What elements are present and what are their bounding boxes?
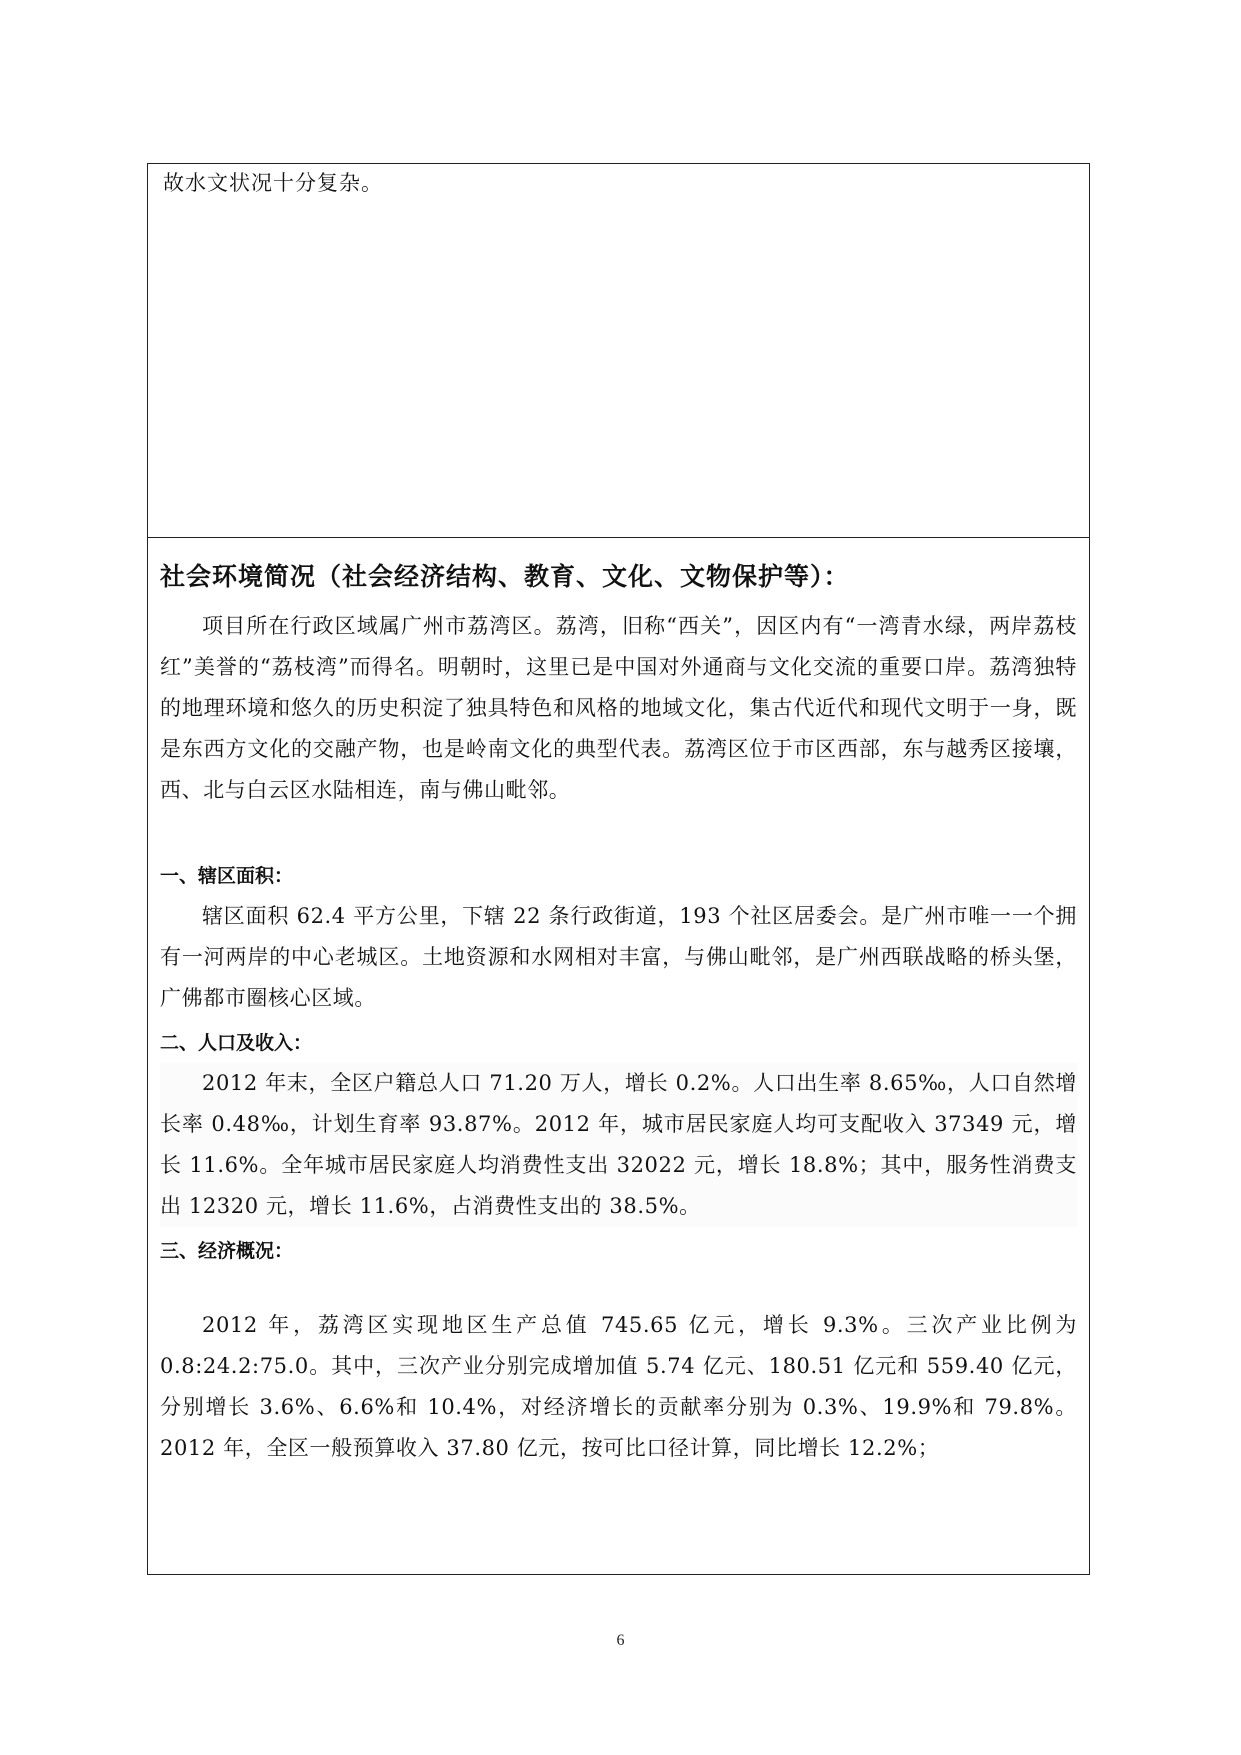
subsection-text-area: 辖区面积 62.4 平方公里，下辖 22 条行政街道，193 个社区居委会。是广州市唯一一个拥有一河两岸的中心老城区。土地资源和水网相对丰富，与佛山毗邻，是广州西联战略的桥头堡，广佛都市圈核心区域。 — [160, 904, 1077, 1010]
subsection-text-population: 2012 年末，全区户籍总人口 71.20 万人，增长 0.2%。人口出生率 8.65‰，人口自然增长率 0.48‰，计划生育率 93.87%。2012 年，城市居民家庭人均可支配收入 37349 元，增长 11.6%。全年城市居民家庭人均消费性支出 32022 元，增长 18.8%；其中，服务性消费支出 12320 元，增长 11.6%，占消费性支出的 38.5%。 — [160, 1063, 1077, 1227]
section-heading: 社会环境简况（社会经济结构、教育、文化、文物保护等）： — [160, 562, 850, 591]
report-table — [147, 163, 1090, 1575]
spacer — [160, 1271, 1077, 1305]
intro-paragraph: 项目所在行政区域属广州市荔湾区。荔湾，旧称“西关”，因区内有“一湾青水绿，两岸荔枝红”美誉的“荔枝湾”而得名。明朝时，这里已是中国对外通商与文化交流的重要口岸。荔湾独特的地理环境和悠久的历史积淀了独具特色和风格的地域文化，集古代近代和现代文明于一身，既是东西方文化的交融产物，也是岭南文化的典型代表。荔湾区位于市区西部，东与越秀区接壤，西、北与白云区水陆相连，南与佛山毗邻。 — [160, 614, 1077, 802]
hydrology-text: 故水文状况十分复杂。 — [163, 171, 383, 195]
page-number: 6 — [616, 1632, 625, 1649]
subsection-title-population: 二、人口及收入： — [160, 1032, 313, 1054]
subsection-text-economy: 2012 年，荔湾区实现地区生产总值 745.65 亿元，增长 9.3%。三次产业比例为 0.8:24.2:75.0。其中，三次产业分别完成增加值 5.74 亿元、180.51 亿元和 559.40 亿元，分别增长 3.6%、6.6%和 10.4%，对经济增长的贡献率分别为 0.3%、19.9%和 79.8%。2012 年，全区一般预算收入 37.80 亿元，按可比口径计算，同比增长 12.2%； — [160, 1313, 1077, 1460]
subsection-title-area: 一、辖区面积： — [160, 865, 294, 887]
social-environment-cell — [148, 538, 1089, 1574]
subsection-title-economy: 三、经济概况： — [160, 1240, 294, 1262]
hydrology-cell — [148, 164, 1089, 538]
